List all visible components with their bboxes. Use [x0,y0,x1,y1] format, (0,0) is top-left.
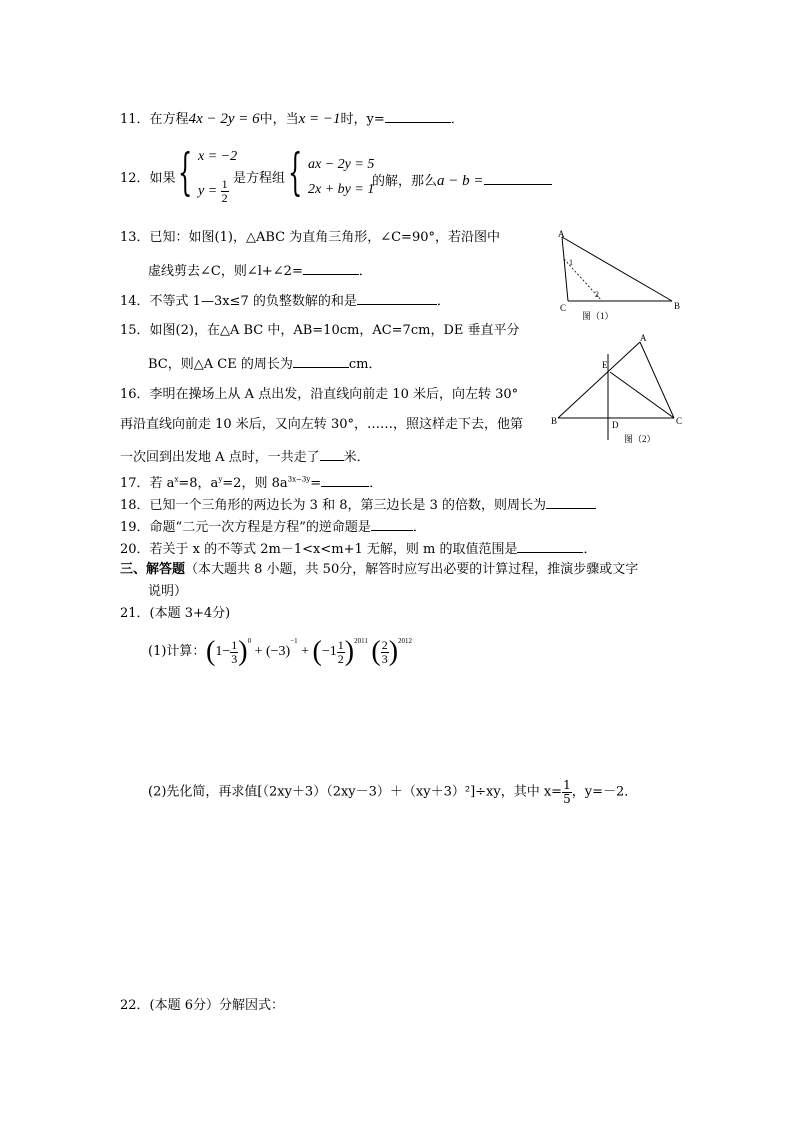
system-2-line-1: ax − 2y = 5 [308,157,375,172]
question-17: 17．若 $a^x=8$，$a^y=2$，则 $8a^{3x-3y}=$ ． [120,475,383,491]
answer-blank-12[interactable] [484,172,552,185]
question-13-line-2: 虚线剪去∠C，则∠l+∠2= ． [148,264,372,279]
question-13-line-1: 13．已知：如图(1)，△ABC 为直角三角形，∠C=90°，若沿图中 [120,230,500,245]
figure-2-label-a: A [640,333,647,343]
figure-2-label-c: C [676,416,683,426]
figure-2-label-b: B [551,416,558,426]
figure-1-angle-2: 2 [595,290,599,299]
answer-blank-13[interactable] [303,262,359,275]
answer-blank-19[interactable] [371,518,413,531]
question-22: 22．(本题 6分）分解因式： [120,998,285,1013]
system-1-line-1: x = −2 [198,149,238,164]
answer-blank-17[interactable] [321,474,369,487]
question-11: 11．在方程4x − 2y = 6中，当x = −1时，y= ． [120,111,464,127]
answer-blank-15[interactable] [293,355,349,368]
figure-2-triangle [548,332,688,452]
figure-1-caption: 图（1） [582,311,614,321]
question-18: 18．已知一个三角形的两边长为 3 和 8，第三边长是 3 的倍数，则周长为 [120,496,596,512]
question-21-part-2: (2)先化简，再求值[（2xy＋3）（2xy－3）＋（xy＋3）²]÷xy，其中 x= $\frac{1}{5}$ ，y=－2． [148,778,638,806]
section-3-heading: 三、解答题（本大题共 8 小题，共 50分，解答时应写出必要的计算过程，推演步骤或文字 [120,562,639,577]
figure-1-angle-1: 1 [569,258,573,267]
system-brace-1: { [178,143,193,201]
answer-blank-16[interactable] [320,448,344,461]
question-15-line-2: BC，则△A CE 的周长为 cm． [148,357,382,372]
figure-1-label-c: C [560,303,567,313]
question-12-middle: 是方程组 [233,171,286,186]
answer-blank-20[interactable] [517,540,583,553]
question-16-line-1: 16．李明在操场上从 A 点出发，沿直线向前走 10 米后，向左转 30° [120,387,519,402]
question-21-part-1: (1)计算： [148,644,206,659]
section-3-heading-cont: 说明） [148,584,188,599]
answer-blank-11[interactable] [385,110,451,123]
figure-2-caption: 图（2） [624,434,656,444]
question-16-line-3: 一次回到出发地 A 点时，一共走了 米． [120,450,370,465]
system-brace-2: { [288,143,303,201]
figure-2-label-d: D [612,420,619,430]
figure-1-label-b: B [674,301,681,311]
question-14: 14．不等式 1—3x≤7 的负整数解的和是 ． [120,294,450,309]
question-12-end: 的解，那么a − b = [372,172,552,189]
system-1-line-2: y = $\frac{1}{2}$ [198,177,228,205]
question-20: 20．若关于 x 的不等式 2m－1<x<m+1 无解，则 m 的取值范围是 ． [120,542,597,557]
question-16-line-2: 再沿直线向前走 10 米后，又向左转 30°，……，照这样走下去，他第 [120,417,523,432]
question-21-head: 21．(本题 3+4分) [120,606,231,621]
question-15-line-1: 15．如图(2)，在△A BC 中，AB=10cm，AC=7cm，DE 垂直平分 [120,323,520,338]
answer-blank-18[interactable] [546,496,596,509]
system-2-line-2: 2x + by = 1 [308,182,375,197]
answer-blank-14[interactable] [357,292,437,305]
figure-2-label-e: E [602,360,608,370]
question-21-part-1-expr: (1− $\frac{1}{3}$ )$^0 + (-3)^{-1} + (-1$ $\frac{1}{2}$ )$^{2011}$ ( $\frac{2}{3}$ )$^{2012}$ [206,636,413,667]
figure-1-label-a: A [558,229,565,239]
question-19: 19．命题“二元一次方程是方程”的逆命题是 ． [120,520,426,535]
question-12: 12．如果 [120,171,176,186]
figure-1-right-triangle [550,225,690,325]
